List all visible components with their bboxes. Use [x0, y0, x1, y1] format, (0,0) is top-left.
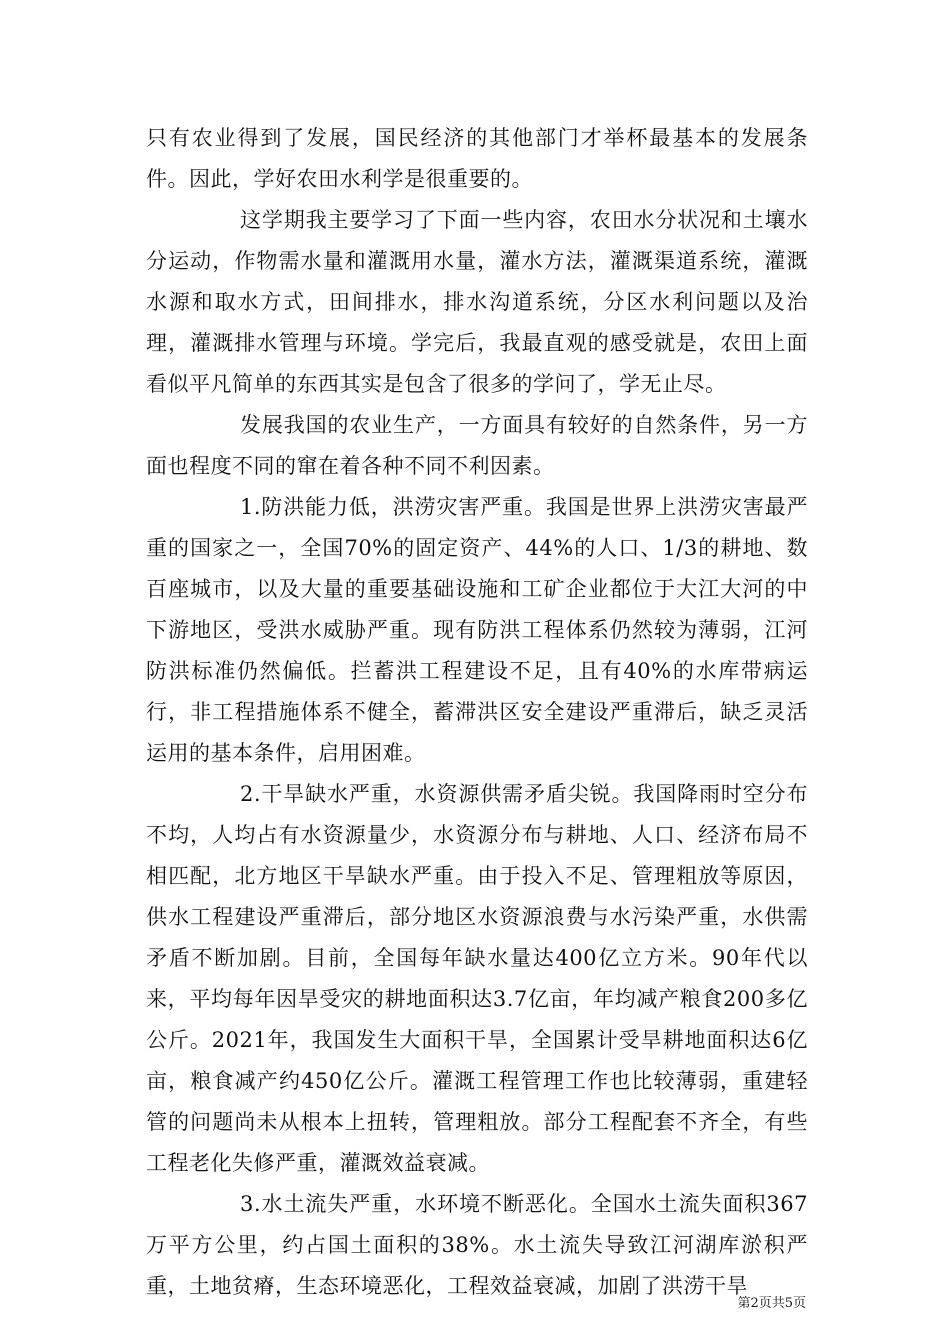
- paragraph-2: 这学期我主要学习了下面一些内容，农田水分状况和土壤水分运动，作物需水量和灌溉用水量，灌水方法，灌溉渠道系统，灌溉水源和取水方式，田间排水，排水沟道系统，分区水利问题以及治理，灌溉排水管理与环境。学完后，我最直观的感受就是，农田上面看似平凡简单的东西其实是包含了很多的学问了，学无止尽。: [146, 208, 808, 396]
- document-body: [146, 118, 808, 1307]
- paragraph-4: 1.防洪能力低，洪涝灾害严重。我国是世界上洪涝灾害最严重的国家之一，全国70%的固定资产、44%的人口、1/3的耕地、数百座城市，以及大量的重要基础设施和工矿企业都位于大江大河的中下游地区，受洪水威胁严重。现有防洪工程体系仍然较为薄弱，江河防洪标准仍然偏低。拦蓄洪工程建设不足，且有40%的水库带病运行，非工程措施体系不健全，蓄滞洪区安全建设严重滞后，缺乏灵活运用的基本条件，启用困难。: [146, 495, 808, 765]
- page-number-footer: 第2页共5页: [737, 1296, 806, 1311]
- paragraph-3: 发展我国的农业生产，一方面具有较好的自然条件，另一方面也程度不同的窜在着各种不同不利因素。: [146, 413, 808, 478]
- paragraph-5: 2.干旱缺水严重，水资源供需矛盾尖锐。我国降雨时空分布不均，人均占有水资源量少，水资源分布与耕地、人口、经济布局不相匹配，北方地区干旱缺水严重。由于投入不足、管理粗放等原因，供水工程建设严重滞后，部分地区水资源浪费与水污染严重，水供需矛盾不断加剧。目前，全国每年缺水量达400亿立方米。90年代以来，平均每年因旱受灾的耕地面积达3.7亿亩，年均减产粮食200多亿公斤。2021年，我国发生大面积干旱，全国累计受旱耕地面积达6亿亩，粮食减产约450亿公斤。灌溉工程管理工作也比较薄弱，重建轻管的问题尚未从根本上扭转，管理粗放。部分工程配套不齐全，有些工程老化失修严重，灌溉效益衰减。: [146, 782, 808, 1175]
- paragraph-6: 3.水土流失严重，水环境不断恶化。全国水土流失面积367万平方公里，约占国土面积的38%。水土流失导致江河湖库淤积严重，土地贫瘠，生态环境恶化，工程效益衰减，加剧了洪涝干旱: [146, 1192, 808, 1298]
- paragraph-1: 只有农业得到了发展，国民经济的其他部门才举杯最基本的发展条件。因此，学好农田水利学是很重要的。: [146, 126, 808, 191]
